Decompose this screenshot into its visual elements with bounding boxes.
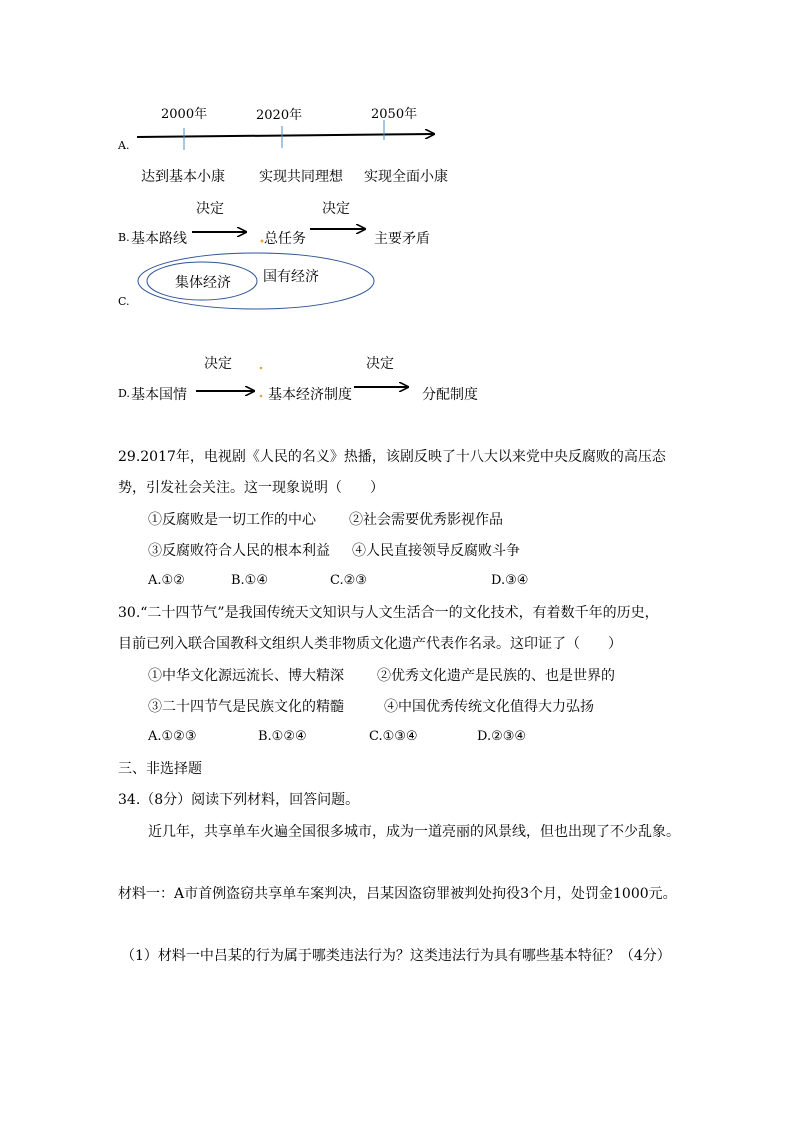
stage-1: 达到基本小康 (141, 169, 225, 185)
option-c-letter: C. (118, 295, 130, 308)
d-arrow-label-2: 决定 (366, 356, 394, 372)
q29-choice-a: A.①② (148, 573, 185, 588)
q30-stem-line1: 30.“二十四节气”是我国传统天文知识与人文生活合一的文化技术，有着数千年的历史， (118, 605, 659, 621)
outer-label: 国有经济 (263, 269, 319, 285)
q29-statement-1: ①反腐败是一切工作的中心 (148, 512, 316, 528)
q34-stem: 34.（8分）阅读下列材料，回答问题。 (118, 792, 360, 808)
q29-statement-2: ②社会需要优秀影视作品 (349, 512, 503, 528)
year-2020: 2020年 (256, 108, 303, 123)
stage-2: 实现共同理想 (259, 169, 343, 185)
q30-stem-line2: 目前已列入联合国教科文组织人类非物质文化遗产代表作名录。这印证了（ ） (118, 636, 622, 652)
q30-choice-d: D.②③④ (477, 729, 527, 744)
d-item-1: 基本国情 (131, 387, 187, 403)
stage-3: 实现全面小康 (364, 169, 448, 185)
q29-statement-3: ③反腐败符合人民的根本利益 (148, 543, 330, 559)
d-dot-1 (260, 367, 263, 370)
option-d-letter: D. (118, 387, 130, 400)
year-2050: 2050年 (371, 107, 418, 122)
b-item-2: 总任务 (264, 231, 306, 247)
d-arrow-label-1: 决定 (204, 356, 232, 372)
b-item-1: 基本路线 (131, 231, 187, 247)
d-item-3: 分配制度 (422, 387, 478, 403)
d-item-2: 基本经济制度 (268, 387, 352, 403)
b-arrow-label-1: 决定 (196, 201, 224, 217)
q34-material1: 材料一：A市首例盗窃共享单车案判决，吕某因盗窃罪被判处拘役3个月，处罚金1000元。 (118, 886, 677, 902)
q34-subquestion-1: （1）材料一中吕某的行为属于哪类违法行为？这类违法行为具有哪些基本特征？（4分） (121, 948, 671, 964)
q30-statement-3: ③二十四节气是民族文化的精髓 (148, 699, 344, 715)
q30-statement-4: ④中国优秀传统文化值得大力弘扬 (384, 699, 594, 715)
b-arrow-label-2: 决定 (322, 201, 350, 217)
option-b-letter: B. (118, 231, 130, 244)
q29-stem-line2: 势，引发社会关注。这一现象说明（ ） (118, 480, 384, 496)
q30-statement-1: ①中华文化源远流长、博大精深 (148, 668, 344, 684)
outer-ellipse (138, 253, 374, 309)
b-item-3: 主要矛盾 (374, 231, 430, 247)
inner-label: 集体经济 (175, 275, 231, 291)
q29-choice-b: B.①④ (231, 573, 268, 588)
q30-choice-c: C.①③④ (369, 729, 418, 744)
q30-statement-2: ②优秀文化遗产是民族的、也是世界的 (377, 668, 615, 684)
q29-stem-line1: 29.2017年，电视剧《人民的名义》热播，该剧反映了十八大以来党中央反腐败的高压态 (118, 449, 666, 465)
section-heading: 三、非选择题 (118, 761, 202, 777)
q34-intro: 近几年，共享单车火遍全国很多城市，成为一道亮丽的风景线，但也出现了不少乱象。 (148, 824, 680, 840)
q30-choice-a: A.①②③ (148, 729, 197, 744)
q29-statement-4: ④人民直接领导反腐败斗争 (352, 543, 520, 559)
q30-choice-b: B.①②④ (258, 729, 307, 744)
q29-choice-d: D.③④ (491, 573, 529, 588)
option-a-letter: A. (118, 139, 130, 152)
timeline-arrow (137, 134, 434, 137)
q29-choice-c: C.②③ (330, 573, 367, 588)
d-dot-2 (260, 395, 263, 398)
year-2000: 2000年 (161, 107, 208, 122)
